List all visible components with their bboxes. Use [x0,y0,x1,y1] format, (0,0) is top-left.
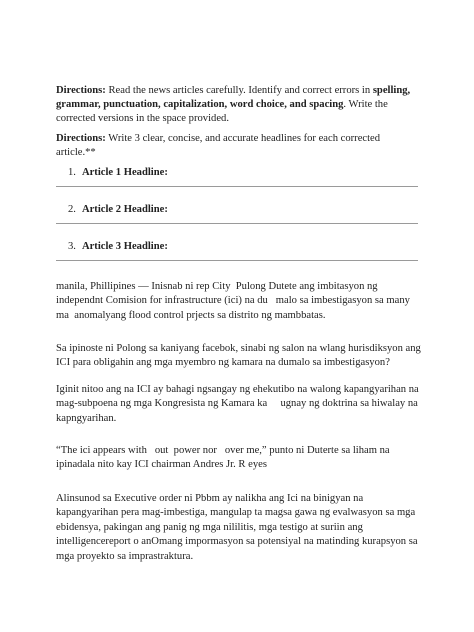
directions-text-end: . Write the corrected versions in the space provided. [56,99,388,124]
directions-text: Read the news articles carefully. Identify and correct errors in [105,85,373,96]
headline-label: Article 3 Headline: [81,241,168,252]
directions-headlines [56,132,422,160]
article-paragraph: Sa ipinoste ni Polong sa kaniyang facebok, sinabi ng salon na wlang hurisdiksyon ang ICI para obligahin ang mga myembro ng kamara na dumalo sa imbestigasyon? [56,343,424,369]
article-paragraph: Alinsunod sa Executive order ni Pbbm ay nalikha ang Ici na binigyan na kapangyarihan pera mag-imbestiga, mangulap ta magsa gawa ng evalwasyon sa mga ebidensya, pakingan ang panig ng mga nililitis, mga testigo at suriin ang intelligencereport o anOmang impormasyon sa potensiyal na matinding kurapsyon sa mga proyekto sa imprastraktura. [56,493,421,562]
headline-item-2 [68,204,418,215]
directions-reading [56,84,422,126]
headline-item-1 [68,167,418,178]
headline-number: 3. [68,241,76,252]
directions-error-types: spelling, grammar, punctuation, capitalization, word choice, and spacing [56,85,411,110]
article-paragraph: manila, Phillipines — Inisnab ni rep City Pulong Dutete ang imbitasyon ng independnt Comision for infrastructure (ici) na du malo sa imbestigasyon sa many ma anomalyang flood control prjects sa distrito ng mambbatas. [56,281,413,321]
article-paragraph: Iginit nitoo ang na ICI ay bahagi ngsangay ng ehekutibo na walong kapangyarihan na mag-subpoena ng mga Kongresista ng Kamara ka ugnay ng doktrina sa hiwalay na kapngyarihan. [56,384,422,424]
headline-answer-line [56,223,418,224]
headline-number: 2. [68,204,76,215]
headline-label: Article 2 Headline: [81,204,168,215]
headline-number: 1. [68,167,76,178]
headline-label: Article 1 Headline: [81,167,168,178]
headline-answer-line [56,186,418,187]
directions-text: Write 3 clear, concise, and accurate headlines for each corrected article.** [56,133,381,158]
headline-item-3 [68,241,418,252]
article-paragraph: “The ici appears with out power nor over me,” punto ni Duterte sa liham na ipinadala nito kay ICI chairman Andres Jr. R eyes [56,445,393,471]
headline-answer-line [56,260,418,261]
directions-label: Directions: [56,133,106,144]
directions-label: Directions: [56,85,106,96]
